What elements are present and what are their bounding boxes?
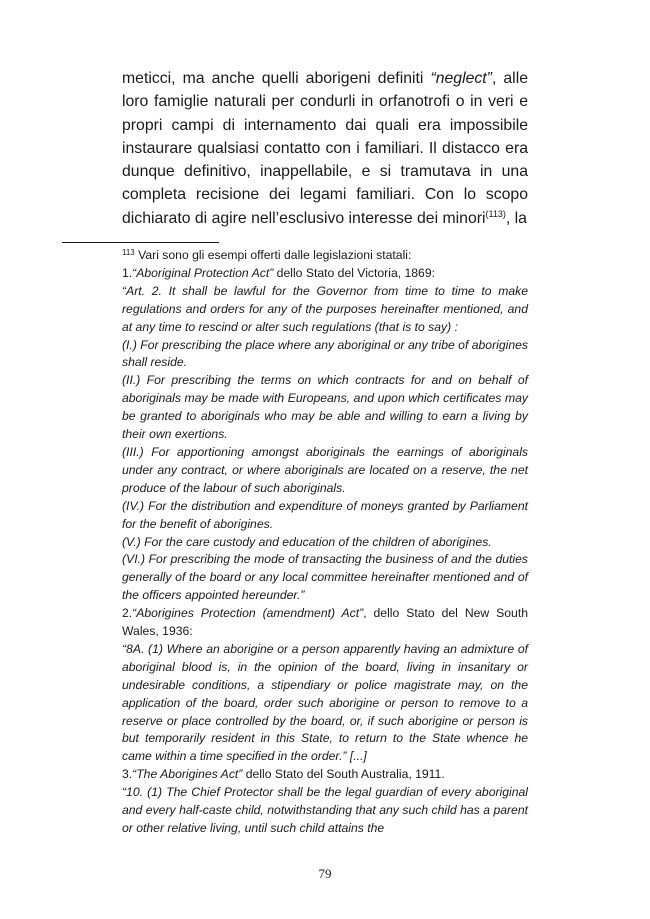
law3-text: “10. (1) The Chief Protector shall be the legal guardian of every aboriginal and every half-caste child, notwithstanding that any such child has a parent or other relative living, until such child attains the bbox=[122, 785, 528, 835]
law3-title: “The Aborigines Act” bbox=[132, 767, 243, 782]
law2-prefix: 2. bbox=[122, 606, 133, 621]
footnote-113 bbox=[122, 247, 528, 838]
law2-suffix: , dello Stato del New South Wales, 1936: bbox=[122, 606, 528, 639]
body-text-neglect: “neglect” bbox=[430, 70, 492, 87]
footnote-reference: (113) bbox=[485, 208, 506, 219]
footnote-intro-text: Vari sono gli esempi offerti dalle legislazioni statali: bbox=[134, 248, 412, 262]
law3-heading bbox=[122, 766, 528, 784]
law1-clause-ii: (II.) For prescribing the terms on which contracts for and on behalf of aboriginals may be made with Europeans, and upon which certificates may be granted to aboriginals who may be able and willing to earn a living by their own exertions. bbox=[122, 373, 528, 442]
law3-suffix: dello Stato del South Australia, 1911. bbox=[242, 767, 445, 782]
law1-clause-i: (I.) For prescribing the place where any aboriginal or any tribe of aborigines shall reside. bbox=[122, 337, 528, 370]
law3-prefix: 3. bbox=[122, 767, 133, 782]
body-text-part1: meticci, ma anche quelli aborigeni definiti bbox=[122, 70, 431, 87]
law1-article: “Art. 2. It shall be lawful for the Governor from time to time to make regulations and orders for any of the purposes hereinafter mentioned, and at any time to rescind or alter such regulations (that is to say) : bbox=[122, 283, 528, 334]
body-text-part2: , alle loro famiglie naturali per condurli in orfanotrofi o in veri e propri campi di internamento dai quali era impossibile instaurare qualsiasi contatto con i familiari. Il distacco era dunque definitivo, inappellabile, e si tramutava in una completa recisione dei legami familiari. Con lo scopo dichiarato di agire nell’esclusivo interesse dei minori bbox=[122, 70, 528, 227]
footnote-intro bbox=[122, 247, 528, 265]
body-paragraph bbox=[122, 67, 528, 230]
law1-title: “Aboriginal Protection Act” bbox=[132, 265, 274, 280]
law1-clause-iii: (III.) For apportioning amongst aboriginals the earnings of aboriginals under any contract, or where aboriginals are located on a reserve, the net produce of the labour of such aboriginals. bbox=[122, 444, 528, 495]
law1-clause-vi: (VI.) For prescribing the mode of transacting the business of and the duties generally of the board or any local committee hereinafter mentioned and of the officers appointed hereunder.” bbox=[122, 552, 528, 603]
footnote-separator bbox=[62, 242, 219, 243]
law1-clause-v: (V.) For the care custody and education of the children of aborigines. bbox=[122, 534, 492, 549]
law2-title: “Aborigines Protection (amendment) Act” bbox=[132, 606, 364, 621]
law1-clause-iv: (IV.) For the distribution and expenditure of moneys granted by Parliament for the benefit of aborigines. bbox=[122, 498, 528, 531]
footnote-number: 113 bbox=[122, 248, 135, 257]
body-text-part3: , la bbox=[505, 209, 527, 227]
law1-suffix: dello Stato del Victoria, 1869: bbox=[273, 265, 436, 280]
page-number: 79 bbox=[318, 866, 332, 881]
law2-text: “8A. (1) Where an aborigine or a person apparently having an admixture of aboriginal blood is, in the opinion of the board, living in insanitary or undesirable conditions, a stipendiary or police magistrate may, on the application of the board, order such aborigine or person to remove to a reserve or place controlled by the board, or, if such aborigine or person is but temporarily resident in this State, to return to the State whence he came within a time specified in the order.” [...] bbox=[122, 641, 528, 764]
law2-heading bbox=[122, 605, 528, 641]
law1-heading bbox=[122, 265, 528, 283]
law1-prefix: 1. bbox=[122, 265, 133, 280]
